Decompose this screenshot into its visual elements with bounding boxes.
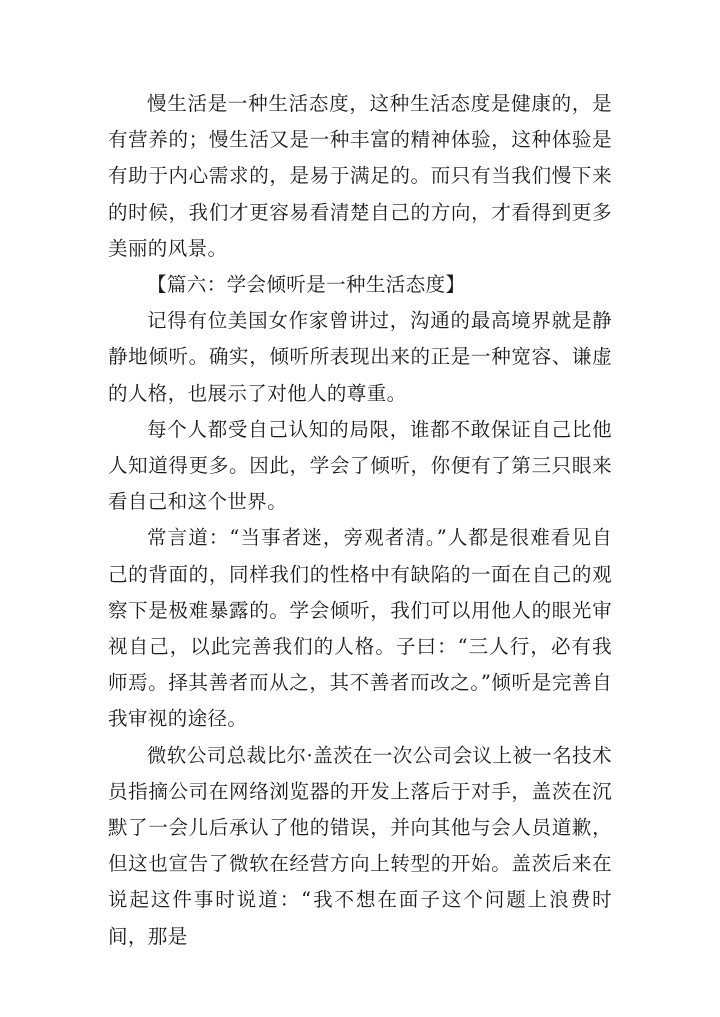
section-heading: 【篇六：学会倾听是一种生活态度】 xyxy=(147,273,466,297)
paragraph-cognition-limits: 每个人都受自己认知的局限，谁都不敢保证自己比他人知道得更多。因此，学会了倾听，你便有了第三只眼来看自己和这个世界。 xyxy=(108,417,612,514)
paragraph-microsoft-story: 微软公司总裁比尔·盖茨在一次公司会议上被一名技术员指摘公司在网络浏览器的开发上落后于对手，盖茨在沉默了一会儿后承认了他的错误，并向其他与会人员道歉，但这也宣告了微软在经营方向上转型的开始。盖茨后来在说起这件事时说道：“我不想在面子这个问题上浪费时间，那是 xyxy=(108,743,612,948)
document-body xyxy=(108,86,612,955)
paragraph-listening-intro: 记得有位美国女作家曾讲过，沟通的最高境界就是静静地倾听。确实，倾听所表现出来的正是一种宽容、谦虚的人格，也展示了对他人的尊重。 xyxy=(108,309,612,405)
paragraph-proverb: 常言道：“当事者迷，旁观者清。”人都是很难看见自己的背面的，同样我们的性格中有缺陷的一面在自己的观察下是极难暴露的。学会倾听，我们可以用他人的眼光审视自己，以此完善我们的人格。子曰：“三人行，必有我师焉。择其善者而从之，其不善者而改之。”倾听是完善自我审视的途径。 xyxy=(108,526,612,731)
paragraph-slow-life: 慢生活是一种生活态度，这种生活态度是健康的，是有营养的；慢生活又是一种丰富的精神体验，这种体验是有助于内心需求的，是易于满足的。而只有当我们慢下来的时候，我们才更容易看清楚自己的方向，才看得到更多美丽的风景。 xyxy=(108,92,612,260)
